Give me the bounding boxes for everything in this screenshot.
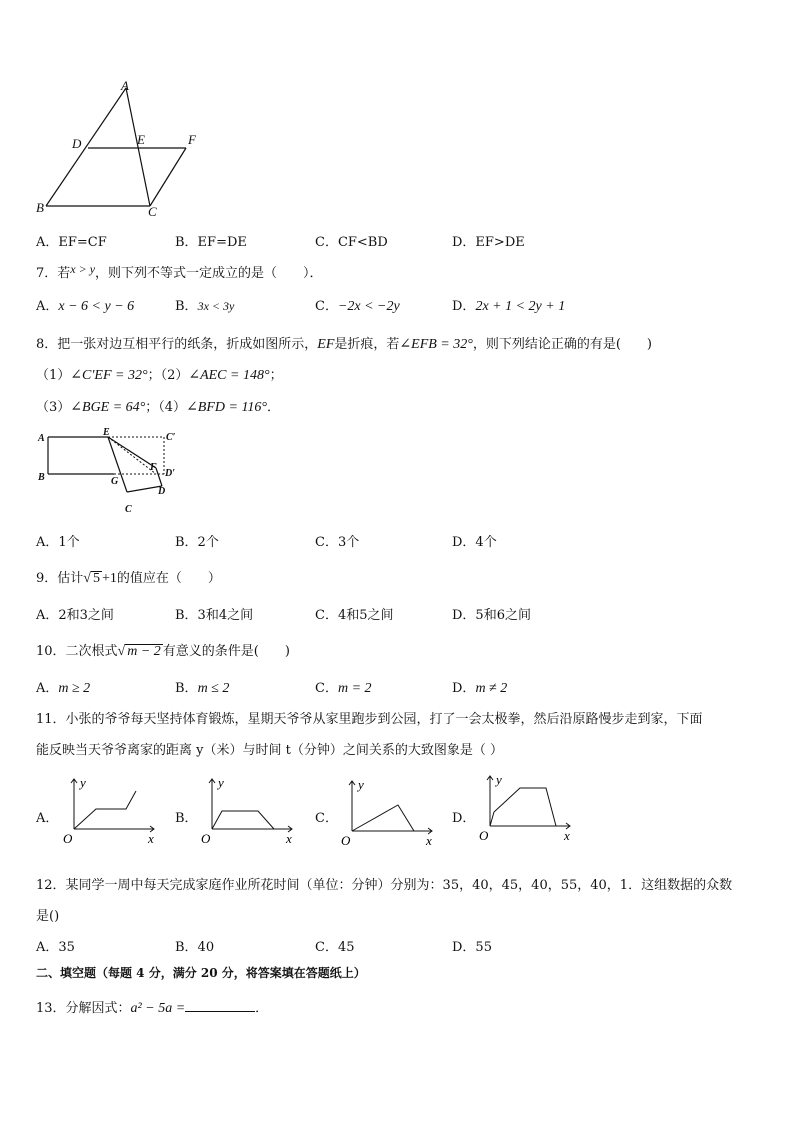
q9-option-b[interactable]: B．3和4之间 bbox=[175, 608, 254, 623]
q13-stem bbox=[36, 997, 268, 1017]
q8-l1-m1: ∠C′EF = 32° bbox=[70, 368, 148, 383]
q8-l2-p2: ；（4） bbox=[145, 400, 187, 415]
q11-graph-label-a[interactable]: A． bbox=[36, 811, 59, 826]
q10-expr-b: m ≤ 2 bbox=[197, 681, 230, 696]
q8-option-a[interactable]: A．1个 bbox=[36, 535, 80, 550]
q6-figure bbox=[30, 78, 210, 220]
q8-l1-p3: ； bbox=[269, 368, 283, 383]
q8-stem bbox=[36, 333, 652, 353]
q11-c-origin: O bbox=[341, 833, 351, 848]
q11-b-xlabel: x bbox=[286, 831, 292, 846]
q11-graph-b[interactable] bbox=[196, 773, 300, 849]
q7-expr-c: −2x < −2y bbox=[337, 299, 400, 314]
q13-prefix: 13．分解因式： bbox=[36, 1001, 131, 1016]
q10-expr-c: m = 2 bbox=[337, 681, 372, 696]
q13-answer-blank[interactable] bbox=[185, 999, 255, 1012]
q11-a-ylabel: y bbox=[80, 775, 86, 790]
q6-option-b[interactable]: B．EF=DE bbox=[175, 235, 247, 250]
q11-d-ylabel: y bbox=[496, 772, 502, 787]
label-F: F bbox=[188, 132, 196, 147]
q11-b-origin: O bbox=[201, 831, 211, 846]
q7-option-d[interactable] bbox=[452, 295, 565, 315]
q12-option-b[interactable]: B．40 bbox=[175, 940, 215, 955]
q7-expr-d: 2x + 1 < 2y + 1 bbox=[475, 299, 566, 314]
q12-stem-line2: 是() bbox=[36, 909, 60, 924]
fig8-label-A: A bbox=[38, 433, 45, 444]
q12-option-a[interactable]: A．35 bbox=[36, 940, 75, 955]
q10-suffix: 有意义的条件是( ) bbox=[162, 644, 290, 659]
q8-mid: 是折痕，若 bbox=[334, 337, 400, 352]
q7-stem bbox=[36, 262, 323, 281]
q11-stem-line2: 能反映当天爷爷离家的距离 y（米）与时间 t（分钟）之间关系的大致图象是（ ） bbox=[36, 743, 503, 758]
q9-stem: 9．估计√ 5 +1的值应在（ ） bbox=[36, 571, 221, 586]
q10-expr-a: m ≥ 2 bbox=[58, 681, 91, 696]
fig8-label-G: G bbox=[111, 476, 119, 487]
q10-label-c: C． bbox=[315, 681, 338, 696]
q11-c-ylabel: y bbox=[358, 777, 364, 792]
label-B: B bbox=[36, 200, 44, 215]
q11-stem-line1: 11．小张的爷爷每天坚持体育锻炼，星期天爷爷从家里跑步到公园，打了一会太极拳，然后沿原路慢步走到家，下面 bbox=[36, 712, 703, 727]
q8-option-b[interactable]: B．2个 bbox=[175, 535, 219, 550]
label-C: C bbox=[148, 204, 157, 219]
fig8-label-D1: D′ bbox=[165, 468, 176, 479]
q11-graph-d[interactable] bbox=[474, 770, 578, 846]
q7-label-a: A． bbox=[36, 299, 59, 314]
label-D: D bbox=[72, 136, 82, 151]
q9-radicand: 5 bbox=[92, 571, 100, 586]
q11-graph-label-d[interactable]: D． bbox=[452, 811, 476, 826]
q11-a-xlabel: x bbox=[148, 831, 154, 846]
q12-stem-line1: 12．某同学一周中每天完成家庭作业所花时间（单位：分钟）分别为：35，40，45，40，55，40，1．这组数据的众数 bbox=[36, 878, 733, 893]
fig8-label-C1: C′ bbox=[166, 432, 176, 443]
q6-option-a[interactable]: A．EF=CF bbox=[36, 235, 107, 250]
q8-angle: ∠EFB = 32° bbox=[399, 337, 473, 352]
q8-l1-m2: ∠AEC = 148° bbox=[188, 368, 270, 383]
q7-option-b[interactable] bbox=[175, 295, 234, 314]
q10-prefix: 10．二次根式 bbox=[36, 644, 118, 659]
q7-label-c: C． bbox=[315, 299, 338, 314]
q8-l2-m2: ∠BFD = 116° bbox=[186, 400, 268, 415]
fig8-label-E: E bbox=[103, 427, 110, 438]
q10-label-d: D． bbox=[452, 681, 476, 696]
q10-option-c[interactable] bbox=[315, 677, 372, 697]
q8-ef: EF bbox=[317, 337, 335, 352]
q10-option-d[interactable] bbox=[452, 677, 507, 697]
fig8-label-C: C bbox=[125, 504, 132, 515]
q11-d-origin: O bbox=[479, 828, 489, 843]
q7-option-a[interactable] bbox=[36, 295, 134, 315]
q9-prefix: 9．估计 bbox=[36, 571, 84, 586]
q8-option-c[interactable]: C．3个 bbox=[315, 535, 360, 550]
fig8-label-D: D bbox=[158, 486, 166, 497]
q11-graph-label-b[interactable]: B． bbox=[175, 811, 198, 826]
label-E: E bbox=[137, 132, 145, 147]
q7-expr-a: x − 6 < y − 6 bbox=[58, 299, 135, 314]
q10-expr-d: m ≠ 2 bbox=[475, 681, 508, 696]
q8-l1-p1: （1） bbox=[36, 368, 71, 383]
q7-option-c[interactable] bbox=[315, 295, 400, 315]
q10-option-b[interactable] bbox=[175, 677, 229, 697]
q11-d-xlabel: x bbox=[564, 828, 570, 843]
q7-label-d: D． bbox=[452, 299, 476, 314]
q9-expr-suffix: +1 bbox=[101, 571, 117, 586]
q10-stem: 10．二次根式√ m − 2 有意义的条件是( ) bbox=[36, 644, 290, 659]
q8-l1-p2: ；（2） bbox=[147, 368, 189, 383]
q9-option-c[interactable]: C．4和5之间 bbox=[315, 608, 394, 623]
q9-suffix: 的值应在（ ） bbox=[116, 571, 221, 586]
q7-label-b: B． bbox=[175, 299, 198, 314]
q6-option-d[interactable]: D．EF>DE bbox=[452, 235, 525, 250]
q12-option-d[interactable]: D．55 bbox=[452, 940, 492, 955]
q11-b-ylabel: y bbox=[218, 775, 224, 790]
label-A: A bbox=[121, 78, 129, 93]
q7-expr-b: 3x < 3y bbox=[197, 299, 235, 313]
fig8-label-B: B bbox=[38, 472, 45, 483]
q9-option-a[interactable]: A．2和3之间 bbox=[36, 608, 114, 623]
q10-label-a: A． bbox=[36, 681, 59, 696]
q11-a-origin: O bbox=[63, 831, 73, 846]
section-2-title: 二、填空题（每题 4 分，满分 20 分，将答案填在答题纸上） bbox=[36, 966, 366, 980]
q8-l2-p1: （3） bbox=[36, 400, 71, 415]
q12-option-c[interactable]: C．45 bbox=[315, 940, 355, 955]
q8-prefix: 8．把一张对边互相平行的纸条，折成如图所示， bbox=[36, 337, 318, 352]
q8-option-d[interactable]: D．4个 bbox=[452, 535, 497, 550]
q8-suffix: ，则下列结论正确的有是( ) bbox=[472, 337, 652, 352]
q10-radicand: m − 2 bbox=[127, 644, 161, 659]
q8-line1 bbox=[36, 364, 283, 384]
q11-graph-c[interactable] bbox=[336, 775, 440, 851]
q11-graph-label-c[interactable]: C． bbox=[315, 811, 338, 826]
q11-graph-a[interactable] bbox=[58, 773, 162, 849]
q13-suffix: ． bbox=[255, 1001, 269, 1016]
q7-prefix: 7．若 bbox=[36, 266, 71, 281]
q8-figure bbox=[34, 424, 184, 518]
q8-line2 bbox=[36, 396, 280, 416]
q7-suffix: ，则下列不等式一定成立的是（ ）． bbox=[95, 266, 323, 281]
q11-c-xlabel: x bbox=[426, 833, 432, 848]
q9-option-d[interactable]: D．5和6之间 bbox=[452, 608, 531, 623]
q6-option-c[interactable]: C．CF<BD bbox=[315, 235, 388, 250]
q8-l2-p3: ． bbox=[267, 400, 281, 415]
q10-label-b: B． bbox=[175, 681, 198, 696]
fig8-label-F: F bbox=[150, 462, 157, 473]
q13-expr: a² − 5a = bbox=[130, 1001, 186, 1016]
q7-condition: x > y bbox=[70, 262, 96, 276]
q10-option-a[interactable] bbox=[36, 677, 90, 697]
q8-l2-m1: ∠BGE = 64° bbox=[70, 400, 146, 415]
